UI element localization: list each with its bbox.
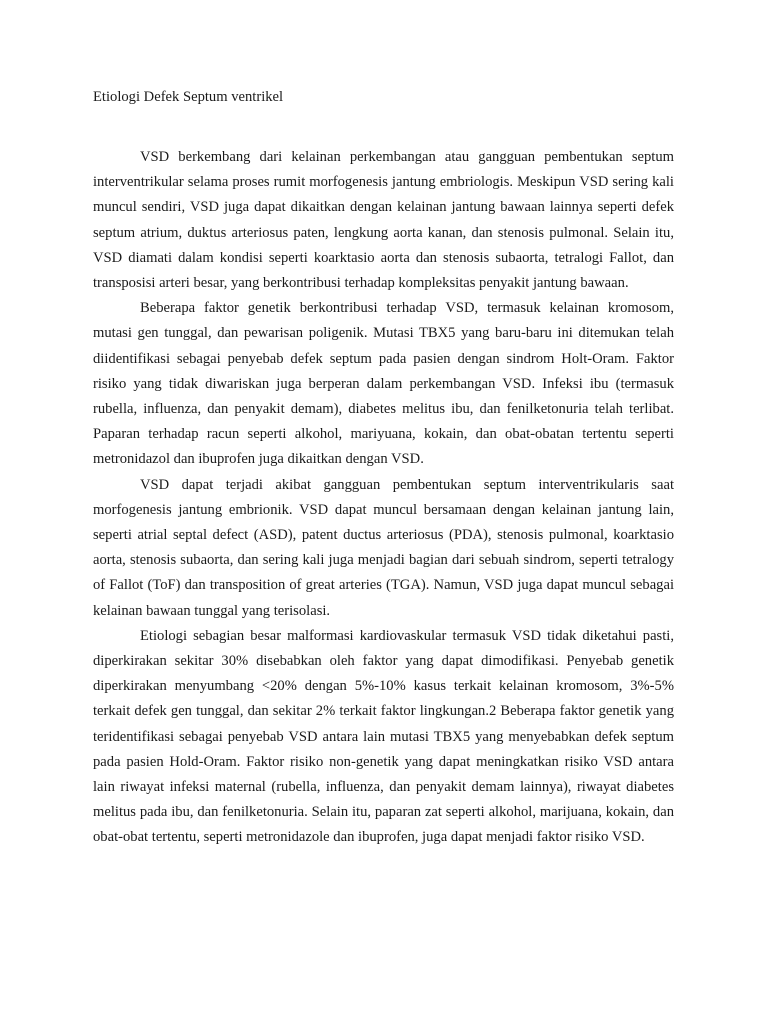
title-spacer [93, 107, 674, 145]
paragraph-2: Beberapa faktor genetik berkontribusi terhadap VSD, termasuk kelainan kromosom, mutasi gen tunggal, dan pewarisan poligenik. Mutasi TBX5 yang baru-baru ini ditemukan telah diidentifikasi sebagai penyebab defek septum pada pasien dengan sindrom Holt-Oram. Faktor risiko yang tidak diwariskan juga berperan dalam perkembangan VSD. Infeksi ibu (termasuk rubella, influenza, dan penyakit demam), diabetes melitus ibu, dan fenilketonuria telah terlibat. Paparan terhadap racun seperti alkohol, mariyuana, kokain, dan obat-obatan tertentu seperti metronidazol dan ibuprofen juga dikaitkan dengan VSD. [93, 300, 674, 468]
document-body [93, 87, 674, 851]
document-title: Etiologi Defek Septum ventrikel [93, 89, 284, 105]
paragraph-1: VSD berkembang dari kelainan perkembangan atau gangguan pembentukan septum interventrikular selama proses rumit morfogenesis jantung embriologis. Meskipun VSD sering kali muncul sendiri, VSD juga dapat dikaitkan dengan kelainan jantung bawaan lainnya seperti defek septum atrium, duktus arteriosus paten, lengkung aorta kanan, dan stenosis pulmonal. Selain itu, VSD diamati dalam kondisi seperti koarktasio aorta dan stenosis subaorta, tetralogi Fallot, dan transposisi arteri besar, yang berkontribusi terhadap kompleksitas penyakit jantung bawaan. [93, 149, 674, 292]
paragraph-3: VSD dapat terjadi akibat gangguan pembentukan septum interventrikularis saat morfogenesis jantung embrionik. VSD dapat muncul bersamaan dengan kelainan jantung lain, seperti atrial septal defect (ASD), patent ductus arteriosus (PDA), stenosis pulmonal, koarktasio aorta, stenosis subaorta, dan sering kali juga menjadi bagian dari sebuah sindrom, seperti tetralogy of Fallot (ToF) dan transposition of great arteries (TGA). Namun, VSD juga dapat muncul sebagai kelainan bawaan tunggal yang terisolasi. [93, 476, 674, 619]
paragraph-4: Etiologi sebagian besar malformasi kardiovaskular termasuk VSD tidak diketahui pasti, diperkirakan sekitar 30% disebabkan oleh faktor yang dapat dimodifikasi. Penyebab genetik diperkirakan menyumbang <20% dengan 5%-10% kasus terkait kelainan kromosom, 3%-5% terkait defek gen tunggal, dan sekitar 2% terkait faktor lingkungan.2 Beberapa faktor genetik yang teridentifikasi sebagai penyebab VSD antara lain mutasi TBX5 yang menyebabkan defek septum pada pasien Hold-Oram. Faktor risiko non-genetik yang dapat meningkatkan risiko VSD antara lain riwayat infeksi maternal (rubella, influenza, dan penyakit demam lainnya), riwayat diabetes melitus pada ibu, dan fenilketonuria. Selain itu, paparan zat seperti alkohol, marijuana, kokain, dan obat-obat tertentu, seperti metronidazole dan ibuprofen, juga dapat menjadi faktor risiko VSD. [93, 627, 674, 846]
